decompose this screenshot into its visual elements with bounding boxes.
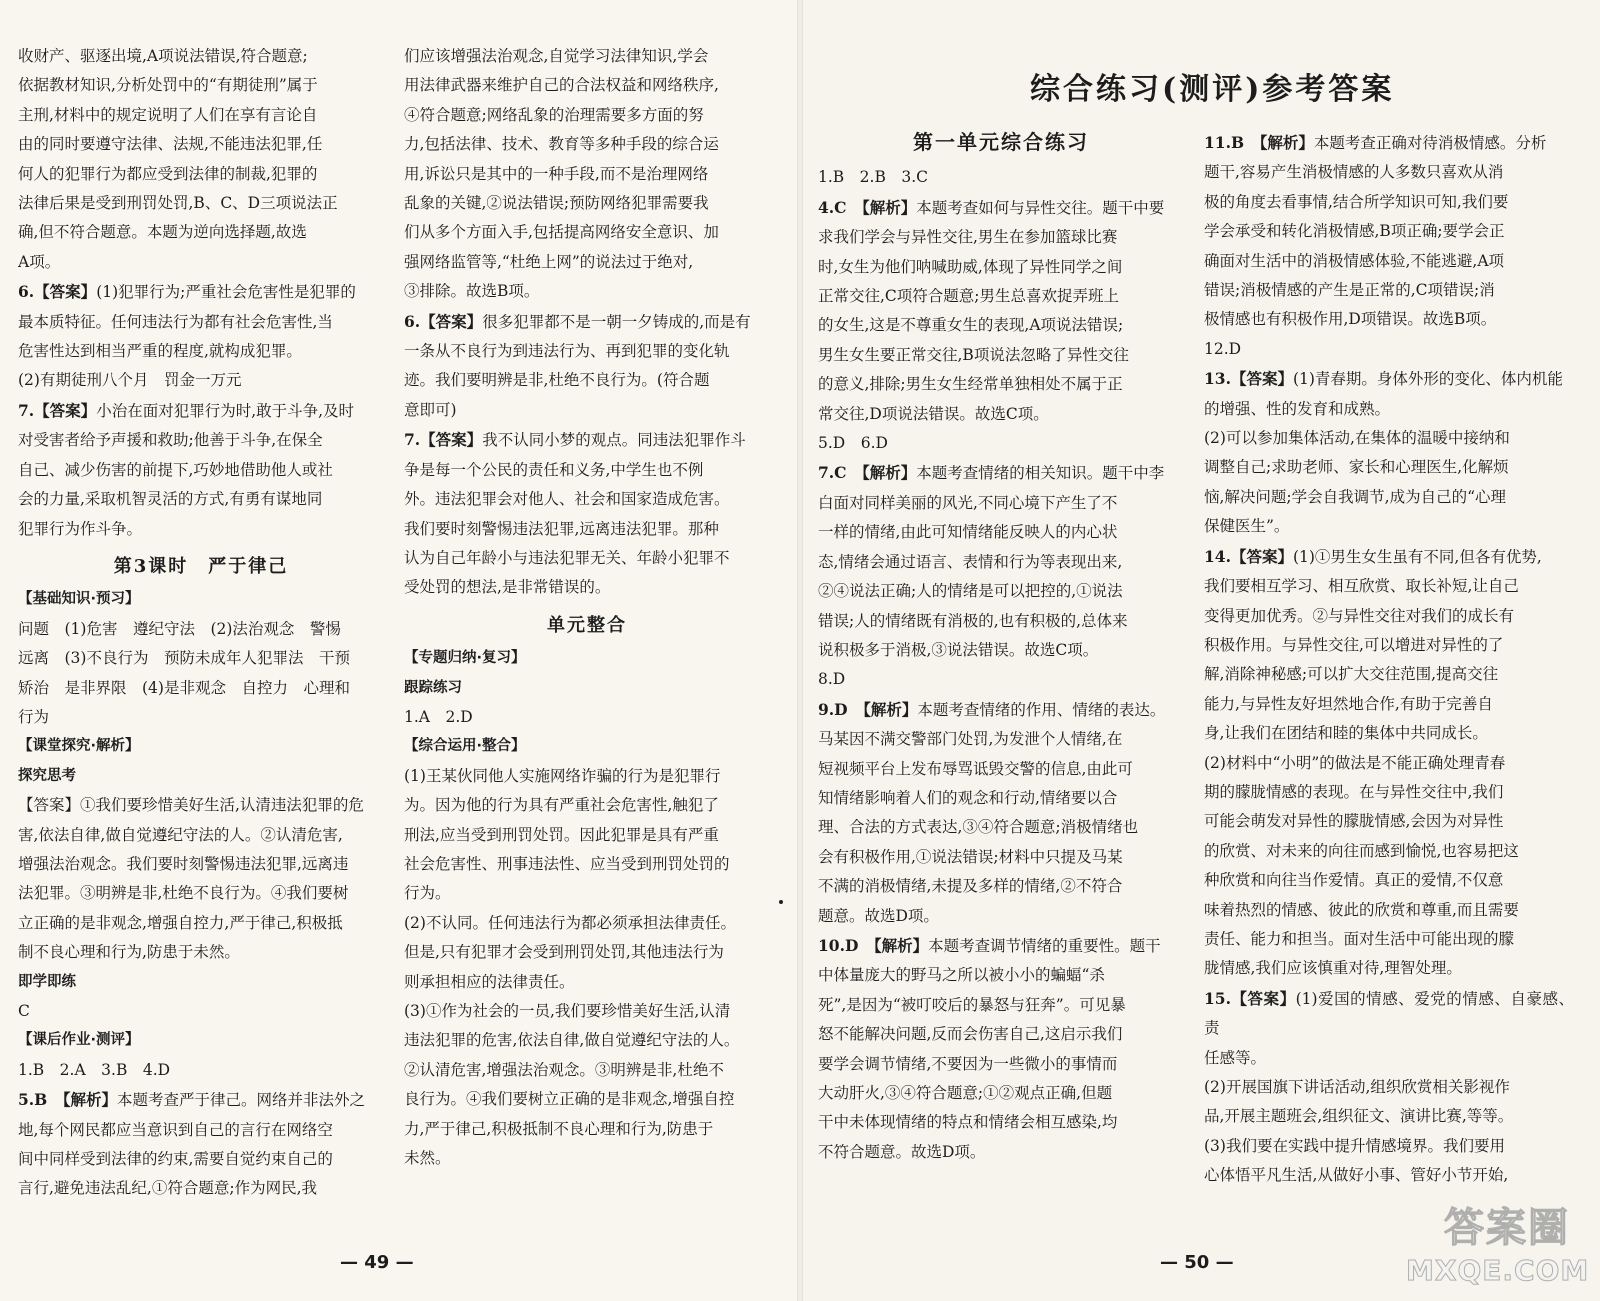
answer-line: 未然。 [404,1149,451,1168]
answer-item: 7.C 【解析】本题考查情绪的相关知识。题干中李 [818,463,1165,483]
answer-line: 依据教材知识,分析处罚中的“有期徒刑”属于 [18,76,318,95]
answer-item: 6.【答案】很多犯罪都不是一朝一夕铸成的,而是有 [404,311,751,331]
answer-item: 4.C 【解析】本题考查如何与异性交往。题干中要 [818,197,1165,217]
answer-line: ③排除。故选B项。 [404,282,540,301]
answer-line: 犯罪行为作斗争。 [18,519,143,538]
answer-line: 强网络监管等,“杜绝上网”的说法过于绝对, [404,252,694,271]
answer-line: 对受害者给予声援和救助;他善于斗争,在保全 [18,431,323,450]
print-speck [779,900,783,904]
answer-item: 7.【答案】我不认同小梦的观点。同违法犯罪作斗 [404,430,746,450]
answer-line: (2)可以参加集体活动,在集体的温暖中接纳和 [1204,429,1510,448]
answer-line: 一样的情绪,由此可知情绪能反映人的内心状 [818,523,1118,542]
answer-line: 刑法,应当受到刑罚处罚。因此犯罪是具有严重 [404,825,719,844]
section-label: 【基础知识·预习】 [18,591,140,608]
answer-line: 时,女生为他们呐喊助威,体现了异性同学之间 [818,257,1123,276]
watermark-logo-text: 答案圈 [1444,1205,1570,1251]
answer-line: 死”,是因为“被叮咬后的暴怒与狂奔”。可见暴 [818,995,1126,1014]
answer-line: 品,开展主题班会,组织征文、演讲比赛,等等。 [1204,1107,1514,1126]
page-number-right: — 50 — [1160,1252,1234,1273]
right-page-column-2 [1204,128,1574,1218]
answer-line: 理、合法的方式表达,③④符合题意;消极情绪也 [818,818,1139,837]
answer-line: 自己、减少伤害的前提下,巧妙地借助他人或社 [18,460,333,479]
answer-line: 心体悟平凡生活,从做好小事、管好小节开始, [1204,1166,1509,1185]
answer-line: ②认清危害,增强法治观念。③明辨是非,杜绝不 [404,1060,724,1079]
answer-line: 错误;消极情感的产生是正常的,C项错误;消 [1204,281,1495,300]
answer-line: 们应该增强法治观念,自觉学习法律知识,学会 [404,47,709,65]
answer-line: 的增强、性的发育和成熟。 [1204,399,1391,418]
answer-line: 知情绪影响着人们的观念和行动,情绪要以合 [818,788,1118,807]
answer-line: 一条从不良行为到违法行为、再到犯罪的变化轨 [404,342,730,361]
answer-line: 短视频平台上发布辱骂诋毁交警的信息,由此可 [818,759,1133,778]
answer-item: 11.B 【解析】本题考查正确对待消极情感。分析 [1204,133,1547,152]
answer-line: 题意。故选D项。 [818,906,939,925]
section-label: 【专题归纳·复习】 [404,650,526,667]
answer-line: 题干,容易产生消极情感的人多数只喜欢从消 [1204,163,1504,182]
answer-line: 害,依法自律,做自觉遵纪守法的人。②认清危害, [18,825,343,844]
answer-line: 身,让我们在团结和睦的集体中共同成长。 [1204,724,1488,743]
answer-line: 求我们学会与异性交往,男生在参加篮球比赛 [818,228,1118,247]
answer-line: 态,情绪会通过语言、表情和行为等表现出来, [818,552,1123,571]
answer-line: 种欣赏和向往当作爱情。真正的爱情,不仅意 [1204,871,1504,890]
answer-line: 不满的消极情绪,未提及多样的情绪,②不符合 [818,877,1123,896]
answer-line: 外。违法犯罪会对他人、社会和国家造成危害。 [404,490,730,509]
answer-line: 最本质特征。任何违法行为都有社会危害性,当 [18,312,333,331]
answer-line: (3)我们要在实践中提升情感境界。我们要用 [1204,1136,1505,1155]
answer-line: 收财产、驱逐出境,A项说法错误,符合题意; [18,47,308,65]
section-label: 【课堂探究·解析】 [18,738,140,755]
answer-line: 何人的犯罪行为都应受到法律的制裁,犯罪的 [18,164,318,183]
answer-line: 任感等。 [1204,1048,1267,1067]
answer-line: 5.D 6.D [818,434,888,453]
answer-item: 10.D 【解析】本题考查调节情绪的重要性。题干 [818,935,1161,955]
answer-line: 我们要相互学习、相互欣赏、取长补短,让自己 [1204,577,1519,596]
answer-item: 6.【答案】(1)犯罪行为;严重社会危害性是犯罪的 [18,282,356,302]
answer-line: 正常交往,C项符合题意;男生总喜欢捉弄班上 [818,287,1120,306]
answer-line: 学会承受和转化消极情感,B项正确;要学会正 [1204,222,1505,241]
answer-line: 远离 (3)不良行为 预防未成年人犯罪法 干预 [18,649,350,668]
answer-line: 则承担相应的法律责任。 [404,972,575,991]
answer-line: 味着热烈的情感、彼此的欣赏和尊重,而且需要 [1204,900,1519,919]
answer-line: 会有积极作用,①说法错误;材料中只提及马某 [818,847,1123,866]
answer-line: 极的角度去看事情,结合所学知识可知,我们要 [1204,192,1509,211]
answer-line: 8.D [818,670,846,689]
answer-line: 法犯罪。③明辨是非,杜绝不良行为。④我们要树 [18,884,349,903]
answer-line: ②④说法正确;人的情绪是可以把控的,①说法 [818,582,1123,601]
answer-line: 12.D [1204,339,1242,358]
answer-item: 13.【答案】(1)青春期。身体外形的变化、体内机能 [1204,369,1563,389]
answer-line: (2)不认同。任何违法行为都必须承担法律责任。 [404,913,736,932]
answer-line: 恼,解决问题;学会自我调节,成为自己的“心理 [1204,487,1507,506]
answer-item: 【答案】①我们要珍惜美好生活,认清违法犯罪的危 [18,796,364,815]
answer-line: 争是每一个公民的责任和义务,中学生也不例 [404,460,704,479]
answer-line: 乱象的关键,②说法错误;预防网络犯罪需要我 [404,194,709,213]
answer-line: 言行,避免违法乱纪,①符合题意;作为网民,我 [18,1179,318,1198]
answer-line: 可能会萌发对异性的朦胧情感,会因为对异性 [1204,812,1504,831]
answer-line: 问题 (1)危害 遵纪守法 (2)法治观念 警惕 [18,619,341,638]
answer-line: 危害性达到相当严重的程度,就构成犯罪。 [18,342,302,361]
answer-line: 由的同时要遵守法律、法规,不能违法犯罪,任 [18,135,323,154]
answer-line: 用,诉讼只是其中的一种手段,而不是治理网络 [404,164,709,183]
answer-line: 矫治 是非界限 (4)是非观念 自控力 心理和 [18,678,350,697]
answer-line: 1.A 2.D [404,707,473,726]
answer-line: 力,严于律己,积极抵制不良心理和行为,防患于 [404,1119,714,1138]
answer-line: 们从多个方面入手,包括提高网络安全意识、加 [404,223,719,242]
answer-line: (2)开展国旗下讲话活动,组织欣赏相关影视作 [1204,1078,1510,1096]
answer-line: 的欣赏、对未来的向往而感到愉悦,也容易把这 [1204,841,1519,860]
answer-line: 为。因为他的行为具有严重社会危害性,触犯了 [404,796,719,815]
answer-line: 社会危害性、刑事违法性、应当受到刑罚处罚的 [404,854,730,873]
page-title: 综合练习(测评)参考答案 [1030,72,1395,107]
answer-line: 要学会调节情绪,不要因为一些微小的事情而 [818,1054,1118,1073]
section-label: 探究思考 [18,767,76,784]
left-page-column-1 [18,42,384,1212]
answer-line: 调整自己;求助老师、家长和心理医生,化解烦 [1204,458,1509,477]
answer-line: 男生女生要正常交往,B项说法忽略了异性交往 [818,345,1129,364]
answer-line: (2)有期徒刑八个月 罚金一万元 [18,371,242,390]
answer-line: 良行为。④我们要树立正确的是非观念,增强自控 [404,1090,735,1109]
answer-line: A项。 [18,252,61,271]
answer-line: (1)王某伙同他人实施网络诈骗的行为是犯罪行 [404,766,721,785]
answer-line: 解,消除神秘感;可以扩大交往范围,提高交往 [1204,665,1499,684]
answer-line: 极情感也有积极作用,D项错误。故选B项。 [1204,310,1497,329]
answer-line: 违法犯罪的危害,依法自律,做自觉遵纪守法的人。 [404,1031,740,1050]
answer-line: 力,包括法律、技术、教育等多种手段的综合运 [404,135,719,154]
answer-line: 大动肝火,③④符合题意;①②观点正确,但题 [818,1084,1113,1102]
answer-line: 1.B 2.B 3.C [818,168,929,187]
answer-line: 制不良心理和行为,防患于未然。 [18,943,240,962]
answer-line: 确,但不符合题意。本题为逆向选择题,故选 [18,223,307,242]
right-page-column-1 [818,128,1184,1218]
answer-line: 保健医生”。 [1204,517,1290,536]
answer-line: 的意义,排除;男生女生经常单独相处不属于正 [818,375,1123,394]
answer-line: 期的朦胧情感的表现。在与异性交往中,我们 [1204,782,1504,801]
answer-line: 常交往,D项说法错误。故选C项。 [818,404,1049,423]
answer-line: 迹。我们要明辨是非,杜绝不良行为。(符合题 [404,371,710,390]
answer-line: 行为。 [404,884,451,903]
left-page-column-2 [404,42,770,1212]
answer-line: 受处罚的想法,是非常错误的。 [404,578,611,597]
answer-line: 立正确的是非观念,增强自控力,严于律己,积极抵 [18,913,343,932]
answer-line: ④符合题意;网络乱象的治理需要多方面的努 [404,105,704,124]
section-label: 【综合运用·整合】 [404,738,526,755]
unit-heading: 第一单元综合练习 [913,130,1089,154]
answer-line: 增强法治观念。我们要时刻警惕违法犯罪,远离违 [18,854,349,873]
answer-item: 7.【答案】小治在面对犯罪行为时,敢于斗争,及时 [18,400,355,420]
section-label: 【课后作业·测评】 [18,1032,140,1049]
answer-item: 5.B 【解析】本题考查严于律己。网络并非法外之 [18,1090,366,1110]
answer-line: 白面对同样美丽的风光,不同心境下产生了不 [818,493,1118,512]
answer-line: 责任、能力和担当。面对生活中可能出现的朦 [1204,929,1515,948]
answer-line: 说积极多于消极,③说法错误。故选C项。 [818,640,1099,659]
answer-line: (3)①作为社会的一员,我们要珍惜美好生活,认清 [404,1002,731,1020]
section-label: 跟踪练习 [404,679,462,696]
book-gutter [797,0,803,1301]
answer-line: 但是,只有犯罪才会受到刑罚处罚,其他违法行为 [404,943,724,962]
section-heading: 第3课时 严于律己 [113,555,289,577]
answer-line: 会的力量,采取机智灵活的方式,有勇有谋地同 [18,490,323,509]
answer-item: 15.【答案】(1)爱国的情感、爱党的情感、自豪感、责 [1204,988,1574,1038]
answer-line: 意即可) [404,400,457,419]
answer-line: 我们要时刻警惕违法犯罪,远离违法犯罪。那种 [404,519,719,538]
section-heading: 单元整合 [547,614,627,636]
answer-line: 法律后果是受到刑罚处罚,B、C、D三项说法正 [18,194,338,213]
answer-line: 干中未体现情绪的特点和情绪会相互感染,均 [818,1113,1118,1132]
answer-line: 胧情感,我们应该慎重对待,理智处理。 [1204,959,1462,978]
answer-line: 错误;人的情绪既有消极的,也有积极的,总体来 [818,611,1128,630]
answer-line: 地,每个网民都应当意识到自己的言行在网络空 [18,1120,333,1139]
answer-line: (2)材料中“小明”的做法是不能正确处理青春 [1204,753,1506,772]
section-label: 即学即练 [18,973,76,990]
answer-line: 积极作用。与异性交往,可以增进对异性的了 [1204,635,1504,654]
answer-line: 1.B 2.A 3.B 4.D [18,1060,171,1079]
answer-line: 怒不能解决问题,反而会伤害自己,这启示我们 [818,1025,1123,1044]
answer-line: 用法律武器来维护自己的合法权益和网络秩序, [404,76,719,95]
answer-line: 确面对生活中的消极情感体验,不能逃避,A项 [1204,251,1505,270]
answer-line: C [18,1002,30,1020]
answer-line: 能力,与异性友好坦然地合作,有助于完善自 [1204,694,1493,713]
answer-line: 行为 [18,707,50,726]
page-number-left: — 49 — [340,1252,414,1273]
answer-line: 主刑,材料中的规定说明了人们在享有言论自 [18,105,318,124]
answer-line: 认为自己年龄小与违法犯罪无关、年龄小犯罪不 [404,548,730,567]
watermark-logo [1392,1196,1592,1296]
answer-line: 马某因不满交警部门处罚,为发泄个人情绪,在 [818,730,1123,749]
answer-item: 9.D 【解析】本题考查情绪的作用、情绪的表达。 [818,699,1166,719]
answer-line: 的女生,这是不尊重女生的表现,A项说法错误; [818,316,1124,335]
answer-line: 中体量庞大的野马之所以被小小的蝙蝠“杀 [818,966,1105,985]
answer-line: 不符合题意。故选D项。 [818,1142,986,1161]
answer-item: 14.【答案】(1)①男生女生虽有不同,但各有优势, [1204,546,1542,566]
answer-line: 间中同样受到法律的约束,需要自觉约束自己的 [18,1150,333,1169]
watermark-url: MXQE.COM [1406,1254,1590,1287]
answer-line: 变得更加优秀。②与异性交往对我们的成长有 [1204,606,1515,625]
